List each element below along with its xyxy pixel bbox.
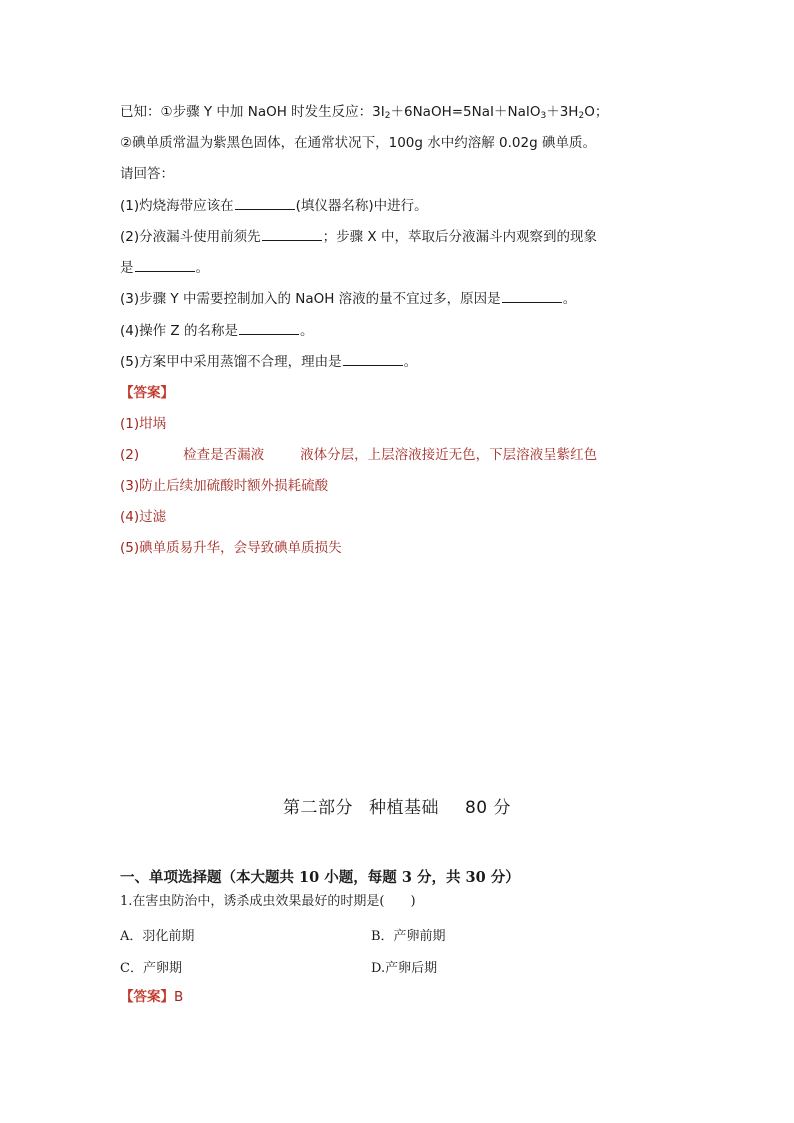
answer-blank[interactable] bbox=[502, 290, 562, 303]
section-title: 一、单项选择题（本大题共 10 小题，每题 3 分，共 30 分） bbox=[120, 869, 520, 886]
option-b[interactable]: B．产卵前期 bbox=[371, 929, 446, 944]
question-2-cont: 是 。 bbox=[120, 260, 209, 276]
question-3: (3)步骤 Y 中需要控制加入的 NaOH 溶液的量不宜过多，原因是 。 bbox=[120, 291, 577, 307]
mc-question-1: 1.在害虫防治中，诱杀成虫效果最好的时期是( ) bbox=[120, 894, 416, 909]
option-a[interactable]: A．羽化前期 bbox=[120, 929, 195, 944]
question-4: (4)操作 Z 的名称是 。 bbox=[120, 323, 314, 339]
answer-blank[interactable] bbox=[135, 259, 195, 272]
option-c[interactable]: C．产卵期 bbox=[120, 961, 182, 976]
answer-4: (4)过滤 bbox=[120, 509, 167, 525]
question-5: (5)方案甲中采用蒸馏不合理，理由是 。 bbox=[120, 354, 418, 370]
option-d[interactable]: D.产卵后期 bbox=[371, 961, 438, 976]
part-heading: 第二部分 种植基础 80 分 bbox=[282, 798, 512, 818]
known-line-1: 已知：①步骤 Y 中加 NaOH 时发生反应：$3I_2+6NaOH=5NaI+NaIO_3+3H_2O$； bbox=[120, 104, 609, 121]
answer-blank[interactable] bbox=[262, 228, 322, 241]
known-line-2: ②碘单质常温为紫黑色固体，在通常状况下，100g 水中约溶解 0.02g 碘单质。 bbox=[120, 135, 596, 151]
answer-2: (2) 检查是否漏液 液体分层，上层溶液接近无色，下层溶液呈紫红色 bbox=[120, 447, 598, 463]
answer-5: (5)碘单质易升华，会导致碘单质损失 bbox=[120, 540, 342, 556]
answer-blank[interactable] bbox=[235, 197, 295, 210]
answer-3: (3)防止后续加硫酸时额外损耗硫酸 bbox=[120, 478, 329, 494]
answer-blank[interactable] bbox=[239, 322, 299, 335]
mc-answer: 【答案】B bbox=[120, 989, 184, 1005]
please-answer: 请回答： bbox=[120, 166, 174, 182]
answer-1: (1)坩埚 bbox=[120, 416, 167, 432]
answer-tag: 【答案】 bbox=[120, 385, 174, 401]
question-1: (1)灼烧海带应该在 (填仪器名称)中进行。 bbox=[120, 198, 428, 214]
question-2: (2)分液漏斗使用前须先 ；步骤 X 中，萃取后分液漏斗内观察到的现象 bbox=[120, 229, 597, 245]
answer-blank[interactable] bbox=[343, 353, 403, 366]
